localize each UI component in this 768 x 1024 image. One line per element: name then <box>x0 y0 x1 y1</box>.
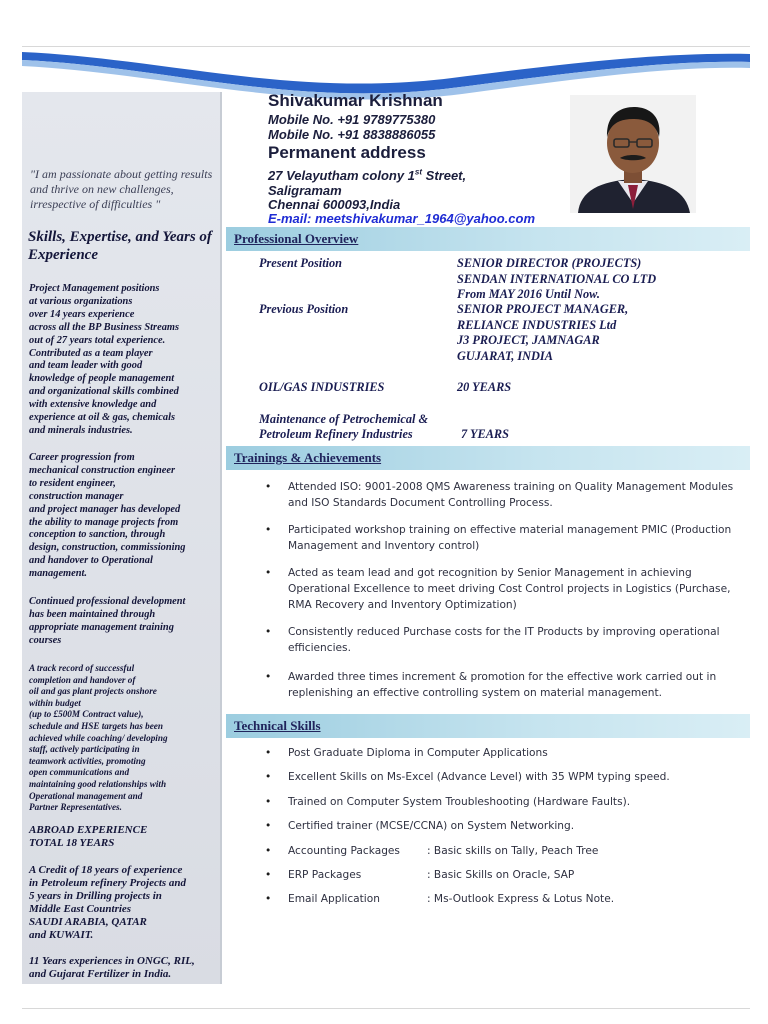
address-line-1-sup: st <box>414 168 423 177</box>
technical-skills-list <box>262 745 738 907</box>
section-title-trainings: Trainings & Achievements <box>234 450 382 465</box>
sidebar-block-abroad: ABROAD EXPERIENCE TOTAL 18 YEARS <box>29 824 148 849</box>
profile-photo-portrait <box>570 95 696 213</box>
skill-item-email <box>262 891 738 907</box>
mobile-number-2: Mobile No. +91 8838886055 <box>268 127 436 142</box>
sidebar-block-project-management: Project Management positions at various organizations over 14 years experience across all the BP Business Streams out of 27 years total experience. Contributed as a team player and team leader with good knowledge of people management and organizational skills combined with extensive knowledge and experience at oil & gas, chemicals and minerals industries. <box>29 283 180 436</box>
section-bar-technical-skills <box>226 714 750 738</box>
skill-item: • Trained on Computer System Troubleshooting (Hardware Faults). <box>262 794 738 810</box>
skill-label: Email Application <box>288 893 380 906</box>
previous-position-label: Previous Position <box>259 302 349 316</box>
candidate-name: Shivakumar Krishnan <box>268 91 443 110</box>
training-item: • Awarded three times increment & promotion for the effective work carried out in replenishing an effective controlling system on material management. <box>262 669 738 701</box>
skill-label: Accounting Packages <box>288 844 400 857</box>
section-title-professional-overview: Professional Overview <box>234 231 359 246</box>
mobile-number-1: Mobile No. +91 9789775380 <box>268 112 436 127</box>
permanent-address-label: Permanent address <box>268 143 426 162</box>
sidebar-heading: Skills, Expertise, and Years of Experience <box>28 229 212 263</box>
sidebar-block-india: 11 Years experiences in ONGC, RIL, and Gujarat Fertilizer in India. <box>29 955 195 980</box>
training-item: • Attended ISO: 9001-2008 QMS Awareness training on Quality Management Modules and ISO Standards Document Controlling Process. <box>262 479 738 511</box>
address-block <box>268 166 466 213</box>
present-position-label: Present Position <box>259 256 343 270</box>
skill-value: : Basic Skills on Oracle, SAP <box>427 868 575 881</box>
present-position-value: SENIOR DIRECTOR (PROJECTS) SENDAN INTERNATIONAL CO LTD From MAY 2016 Until Now. <box>457 256 657 302</box>
address-line-2: Saligramam <box>268 182 342 198</box>
address-line-1 <box>268 168 466 183</box>
previous-position-value: SENIOR PROJECT MANAGER, RELIANCE INDUSTRIES Ltd J3 PROJECT, JAMNAGAR GUJARAT, INDIA <box>457 302 629 364</box>
address-line-3: Chennai 600093,India <box>268 197 401 213</box>
bottom-rule <box>22 1008 750 1009</box>
section-bar-trainings <box>226 446 750 470</box>
training-item: • Acted as team lead and got recognition by Senior Management in achieving Operational Excellence to meet driving Cost Control projects in Logistics (Purchase, RMA Recovery and Inventory Optimization) <box>262 565 738 613</box>
address-line-1-end: Street, <box>422 168 467 184</box>
skill-value: : Basic skills on Tally, Peach Tree <box>427 844 599 857</box>
training-item: • Consistently reduced Purchase costs for the IT Products by improving operational efficiencies. <box>262 624 738 656</box>
training-item: • Participated workshop training on effective material management PMIC (Production Management and Inventory control) <box>262 522 738 554</box>
skill-value: : Ms-Outlook Express & Lotus Note. <box>427 893 615 906</box>
sidebar-block-career: Career progression from mechanical construction engineer to resident engineer, construction manager and project manager has developed the ability to manage projects from conception to sanction, through design, construction, commissioning and handover to Operational management. <box>29 452 186 580</box>
profile-photo <box>570 95 696 213</box>
oilgas-label: OIL/GAS INDUSTRIES <box>259 380 385 394</box>
section-title-technical-skills: Technical Skills <box>234 718 321 733</box>
skill-label: ERP Packages <box>288 868 362 881</box>
sidebar-block-development: Continued professional development has been maintained through appropriate management training courses <box>29 596 186 646</box>
skill-item: • Excellent Skills on Ms-Excel (Advance Level) with 35 WPM typing speed. <box>262 769 738 785</box>
sidebar-block-credit: A Credit of 18 years of experience in Petroleum refinery Projects and 5 years in Drilling projects in Middle East Countries SAUDI ARABIA, QATAR and KUWAIT. <box>29 864 187 941</box>
skill-item: • Certified trainer (MCSE/CCNA) on System Networking. <box>262 818 738 834</box>
skill-item: • Post Graduate Diploma in Computer Applications <box>262 745 738 761</box>
email-link[interactable]: E-mail: meetshivakumar_1964@yahoo.com <box>268 211 536 226</box>
maintenance-value: 7 YEARS <box>461 427 509 441</box>
top-rule <box>22 46 750 47</box>
maintenance-line-1: Maintenance of Petrochemical & <box>259 412 429 426</box>
oilgas-value: 20 YEARS <box>457 380 512 394</box>
section-bar-professional-overview <box>226 227 750 251</box>
sidebar-quote: "I am passionate about getting results and thrive on new challenges, irrespective of difficulties " <box>30 167 213 211</box>
maintenance-line-2: Petroleum Refinery Industries <box>259 427 413 441</box>
trainings-list <box>262 479 738 701</box>
sidebar-block-track-record: A track record of successful completion and handover of oil and gas plant projects onshore within budget (up to £500M Contract value), schedule and HSE targets has been achieved while coaching/ developing staff, actively participating in teamwork activities, promoting open communications and maintaining good relationships with Operational management and Partner Representatives. <box>29 663 168 813</box>
skill-item-accounting <box>262 843 738 859</box>
address-line-1-text: 27 Velayutham colony 1 <box>268 168 415 184</box>
skill-item-erp <box>262 867 738 883</box>
